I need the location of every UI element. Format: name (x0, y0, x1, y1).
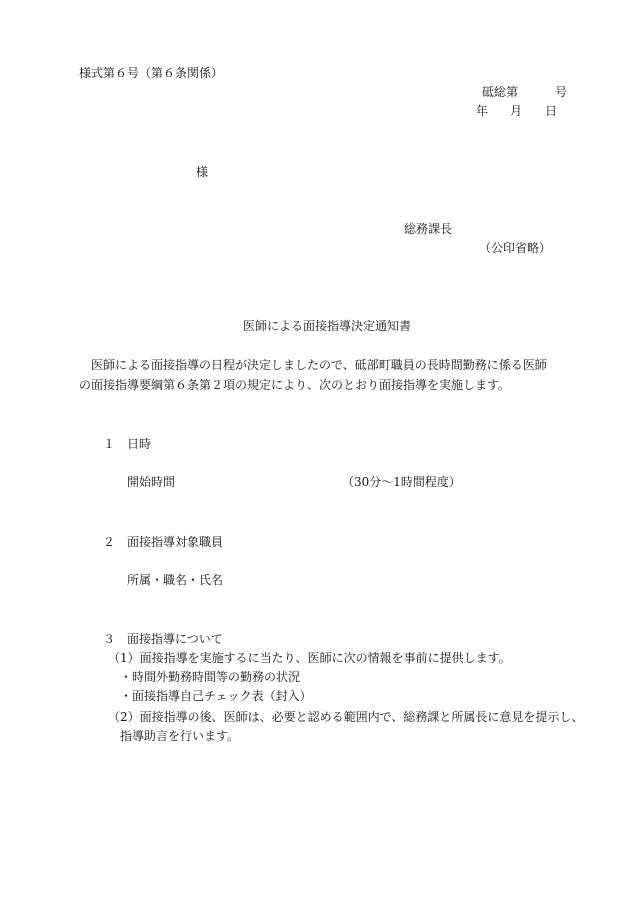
list-item: ・面接指導自己チェック表（封入） (120, 689, 312, 703)
date-year: 年 (476, 104, 489, 118)
form-header: 様式第６号（第６条関係） (79, 66, 224, 80)
section-2-heading: ２ 面接指導対象職員 (103, 535, 224, 549)
sender-title: 総務課長 (404, 222, 453, 236)
doc-number-suffix: 号 (555, 85, 568, 99)
employee-field-label: 所属・職名・氏名 (127, 573, 224, 587)
intro-paragraph: 医師による面接指導の日程が決定しましたので、砥部町職員の長時間勤務に係る医師の面接指導要綱第６条第２項の規定により、次のとおり面接指導を実施します。 (79, 358, 547, 392)
start-time-label: 開始時間 (127, 475, 176, 489)
seal-note: （公印省略） (479, 241, 552, 255)
date-month: 月 (510, 104, 523, 118)
section-3-heading: ３ 面接指導について (103, 632, 223, 646)
doc-title: 医師による面接指導決定通知書 (243, 319, 412, 333)
recipient-suffix: 様 (196, 165, 209, 179)
list-item: 指導助言を行います。 (120, 729, 240, 743)
start-time-note: （30分～1時間程度） (342, 475, 461, 489)
section-1-heading: １ 日時 (103, 437, 152, 451)
list-item: （2）面接指導の後、医師は、必要と認める範囲内で、総務課と所属長に意見を提示し、 (108, 710, 584, 724)
date-day: 日 (545, 104, 558, 118)
list-item: ・時間外勤務時間等の勤務の状況 (120, 670, 301, 684)
list-item: （1）面接指導を実施するに当たり、医師に次の情報を事前に提供します。 (108, 651, 511, 665)
doc-number-prefix: 砥総第 (482, 85, 519, 99)
